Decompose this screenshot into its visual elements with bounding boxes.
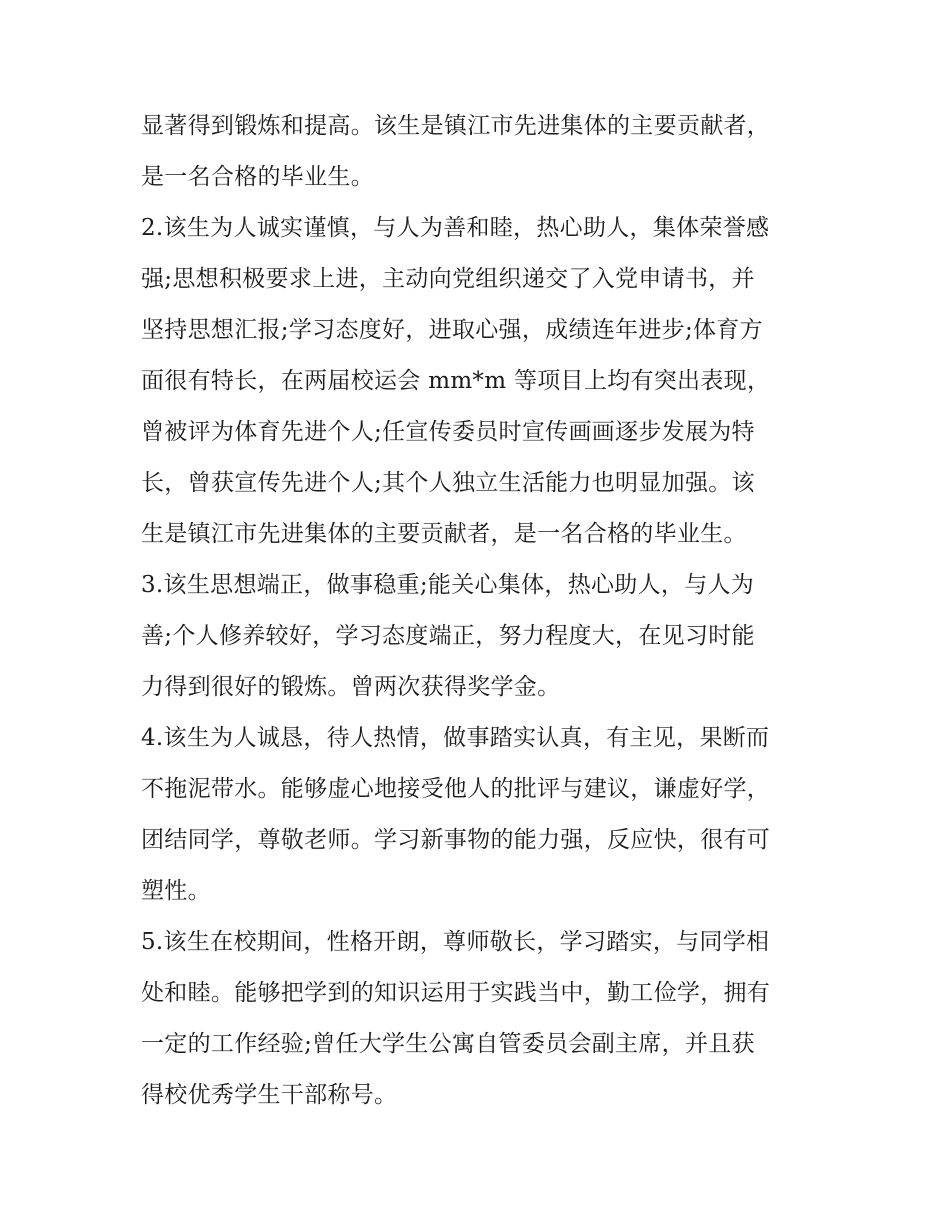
text-line: 长，曾获宣传先进个人;其个人独立生活能力也明显加强。该 <box>141 470 755 496</box>
text-line: 得校优秀学生干部称号。 <box>141 1082 398 1108</box>
text-line: 力得到很好的锻炼。曾两次获得奖学金。 <box>141 674 561 700</box>
text-line: 4.该生为人诚恳，待人热情，做事踏实认真，有主见，果断而 <box>141 725 770 751</box>
text-line: 曾被评为体育先进个人;任宣传委员时宣传画画逐步发展为特 <box>141 419 755 445</box>
text-line: 面很有特长，在两届校运会 mm*m 等项目上均有突出表现， <box>141 368 771 394</box>
text-line: 5.该生在校期间，性格开朗，尊师敬长，学习踏实，与同学相 <box>141 929 770 955</box>
text-line: 塑性。 <box>141 878 211 904</box>
text-line: 不拖泥带水。能够虚心地接受他人的批评与建议，谦虚好学， <box>141 776 771 802</box>
text-line: 显著得到锻炼和提高。该生是镇江市先进集体的主要贡献者， <box>141 113 771 139</box>
text-line: 坚持思想汇报;学习态度好，进取心强，成绩连年进步;体育方 <box>141 317 763 343</box>
text-line: 强;思想积极要求上进，主动向党组织递交了入党申请书，并 <box>141 266 755 292</box>
text-line: 一定的工作经验;曾任大学生公寓自管委员会副主席，并且获 <box>141 1031 755 1057</box>
text-line: 3.该生思想端正，做事稳重;能关心集体，热心助人，与人为 <box>141 572 755 598</box>
text-line: 团结同学，尊敬老师。学习新事物的能力强，反应快，很有可 <box>141 827 771 853</box>
text-line: 生是镇江市先进集体的主要贡献者，是一名合格的毕业生。 <box>141 521 747 547</box>
text-line: 是一名合格的毕业生。 <box>141 164 374 190</box>
text-line: 善;个人修养较好，学习态度端正，努力程度大，在见习时能 <box>141 623 755 649</box>
text-line: 处和睦。能够把学到的知识运用于实践当中，勤工俭学，拥有 <box>141 980 771 1006</box>
text-line: 2.该生为人诚实谨慎，与人为善和睦，热心助人，集体荣誉感 <box>141 215 770 241</box>
document-body <box>141 101 821 1121</box>
